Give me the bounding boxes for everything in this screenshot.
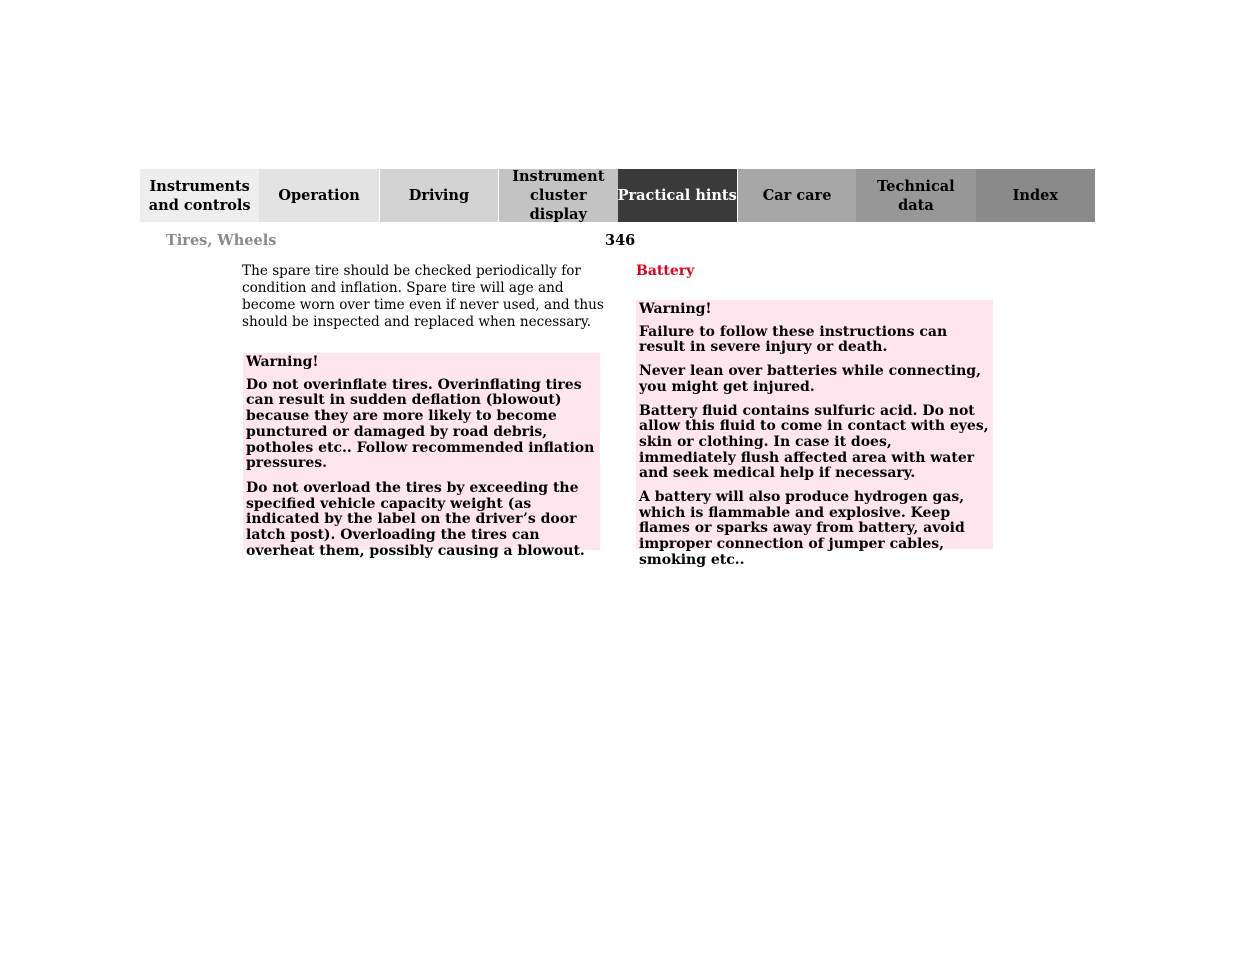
tab-driving[interactable]: Driving: [379, 169, 498, 222]
warning-title: Warning!: [639, 301, 712, 317]
tab-instrument-cluster-display[interactable]: Instrument cluster display: [498, 169, 617, 222]
warning-title: Warning!: [246, 354, 319, 370]
tab-practical-hints[interactable]: Practical hints: [618, 169, 737, 222]
battery-heading: Battery: [636, 263, 695, 279]
tab-instruments-and-controls[interactable]: Instruments and controls: [140, 169, 259, 222]
battery-warning-box: [636, 300, 993, 568]
warning-paragraph: Failure to follow these instructions can result in severe injury or death.: [639, 323, 948, 356]
spare-tire-paragraph: The spare tire should be checked periodically for condition and inflation. Spare tire will age and become worn over time even if never used, and thus should be inspected and replaced when necessary.: [242, 263, 604, 330]
tab-technical-data[interactable]: Technical data: [856, 169, 975, 222]
page-number: 346: [605, 232, 636, 249]
chapter-tab-bar: [140, 169, 1095, 222]
warning-paragraph: A battery will also produce hydrogen gas, which is flammable and explosive. Keep flames or sparks away from battery, avoid improper connection of jumper cables, smoking etc..: [639, 489, 965, 568]
warning-paragraph: Battery fluid contains sulfuric acid. Do not allow this fluid to come in contact with eyes, skin or clothing. In case it does, immediately flush affected area with water and seek medical help if necessary.: [639, 402, 989, 482]
tab-operation[interactable]: Operation: [259, 169, 378, 222]
warning-paragraph: Do not overinflate tires. Overinflating tires can result in sudden deflation (blowout) because they are more likely to become punctured or damaged by road debris, potholes etc.. Follow recommended inflation pressures.: [246, 376, 595, 472]
tire-warning-box: [243, 353, 600, 559]
tab-index[interactable]: Index: [976, 169, 1095, 222]
warning-paragraph: Do not overload the tires by exceeding the specified vehicle capacity weight (as indicated by the label on the driver’s door latch post). Overloading the tires can overheat them, possibly causing a blowout.: [246, 479, 585, 559]
tab-car-care[interactable]: Car care: [737, 169, 856, 222]
section-title: Tires, Wheels: [166, 232, 277, 249]
warning-paragraph: Never lean over batteries while connecting, you might get injured.: [639, 363, 981, 395]
